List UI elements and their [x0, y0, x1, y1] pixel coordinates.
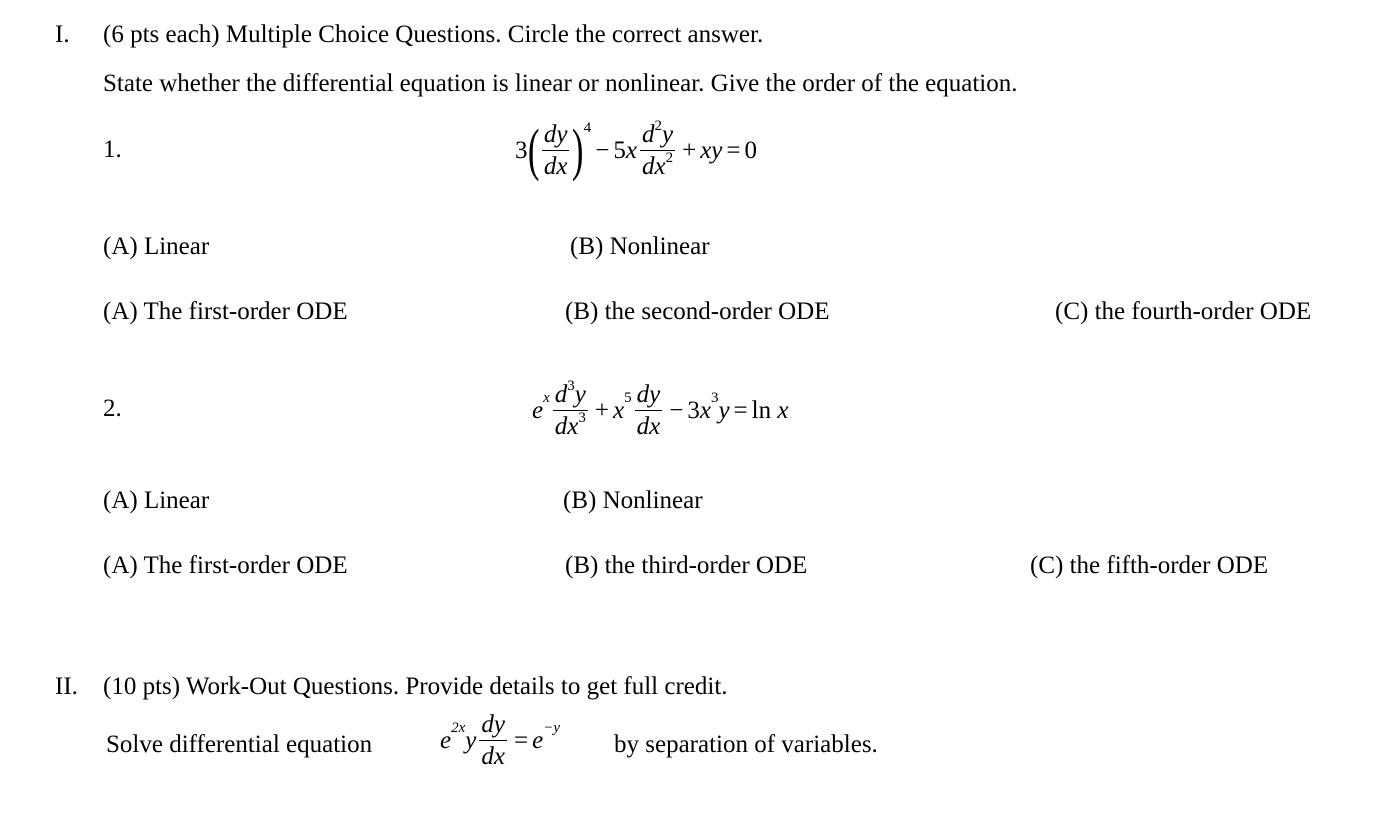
section-2-prompt-before: Solve differential equation: [106, 731, 373, 758]
question-1-number: 1.: [103, 136, 122, 163]
question-2-number: 2.: [103, 395, 122, 422]
question-2-option-linear[interactable]: (A) Linear: [103, 487, 210, 514]
question-2-option-third-order[interactable]: (B) the third-order ODE: [565, 552, 808, 579]
question-1-option-first-order[interactable]: (A) The first-order ODE: [103, 298, 348, 325]
question-2-option-first-order[interactable]: (A) The first-order ODE: [103, 552, 348, 579]
section-1-numeral: I.: [55, 21, 70, 48]
question-1-equation: 3 ( $\frac{dy}{dx}$ ) $^4$ − 5 x $\frac{d^2y}{dx^2}$ + xy = 0: [515, 117, 758, 182]
section-2-equation: e $^{2x}$ y $\frac{dy}{dx}$ = e $^{-y}$: [440, 710, 560, 770]
question-2-equation: e $^x$ $\frac{d^3y}{dx^3}$ + x $^5$ $\frac{dy}{dx}$ − 3 x $^3$ y = ln x: [532, 377, 789, 440]
section-2-numeral: II.: [55, 673, 78, 700]
question-2-option-fifth-order[interactable]: (C) the fifth-order ODE: [1030, 552, 1269, 579]
section-2-prompt-after: by separation of variables.: [614, 731, 878, 758]
section-1-heading: (6 pts each) Multiple Choice Questions. Circle the correct answer.: [103, 21, 764, 48]
question-1-option-second-order[interactable]: (B) the second-order ODE: [565, 298, 830, 325]
section-1-instruction: State whether the differential equation is linear or nonlinear. Give the order of the equation.: [103, 70, 1018, 97]
question-1-option-fourth-order[interactable]: (C) the fourth-order ODE: [1055, 298, 1312, 325]
question-2-option-nonlinear[interactable]: (B) Nonlinear: [563, 487, 703, 514]
section-2-heading: (10 pts) Work-Out Questions. Provide details to get full credit.: [103, 673, 728, 700]
question-1-option-nonlinear[interactable]: (B) Nonlinear: [570, 233, 710, 260]
question-1-option-linear[interactable]: (A) Linear: [103, 233, 210, 260]
